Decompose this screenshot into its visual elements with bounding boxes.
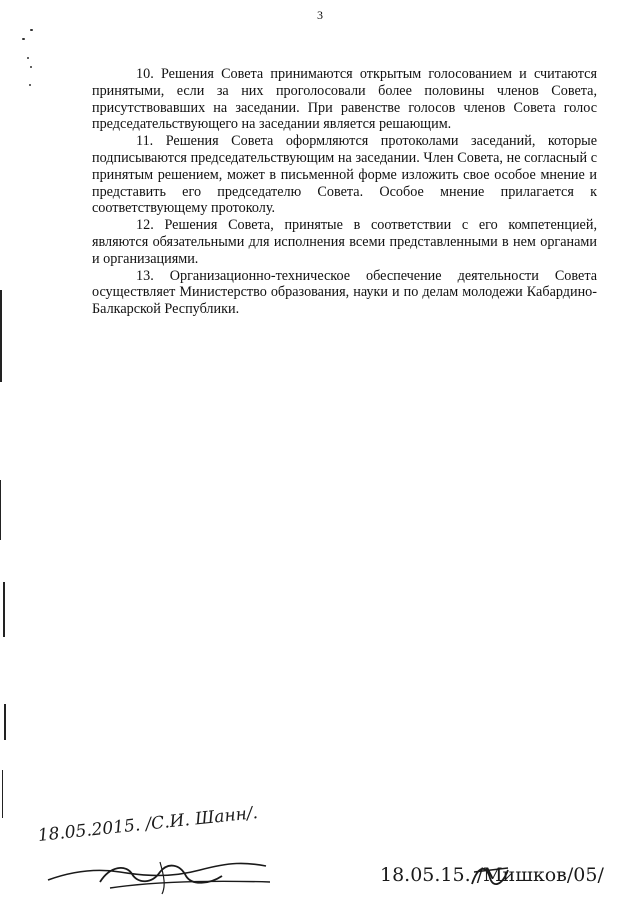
scan-speck: [29, 84, 31, 86]
binding-edge-mark: [3, 582, 5, 637]
clause-10: 10. Решения Совета принимаются открытым голосованием и считаются принятыми, если за них проголосовали более половины членов Совета, присутствовавших на заседании. При равенстве голосов членов Совета голос председательствующего на заседании является решающим.: [92, 66, 597, 133]
document-body: [92, 66, 597, 318]
page-number: 3: [317, 8, 323, 22]
binding-edge-mark: [4, 704, 6, 740]
binding-edge-mark: [2, 770, 3, 818]
clause-11: 11. Решения Совета оформляются протоколами заседаний, которые подписываются председательствующим на заседании. Член Совета, не согласный с принятым решением, может в письменной форме изложить свое особое мнение и представить его председателю Совета. Особое мнение прилагается к соответствующему протоколу.: [92, 133, 597, 217]
scan-speck: [27, 57, 29, 59]
signature-right-initials: [468, 858, 516, 892]
signature-left: [40, 842, 280, 902]
binding-edge-mark: [0, 290, 2, 382]
clause-13: 13. Организационно-техническое обеспечение деятельности Совета осуществляет Министерство образования, науки и по делам молодежи Кабардино-Балкарской Республики.: [92, 267, 597, 318]
clause-12: 12. Решения Совета, принятые в соответствии с его компетенцией, являются обязательными для исполнения всеми представленными в нем органами и организациями.: [92, 217, 597, 267]
scan-speck: [30, 29, 33, 31]
handwritten-approval-left: 18.05.2015. /С.И. Шанн/.: [36, 802, 259, 846]
scan-speck: [30, 66, 32, 68]
binding-edge-mark: [0, 480, 1, 540]
scan-speck: [22, 38, 25, 40]
handwritten-approval-right: 18.05.15. /Мишков/05/: [380, 864, 604, 886]
